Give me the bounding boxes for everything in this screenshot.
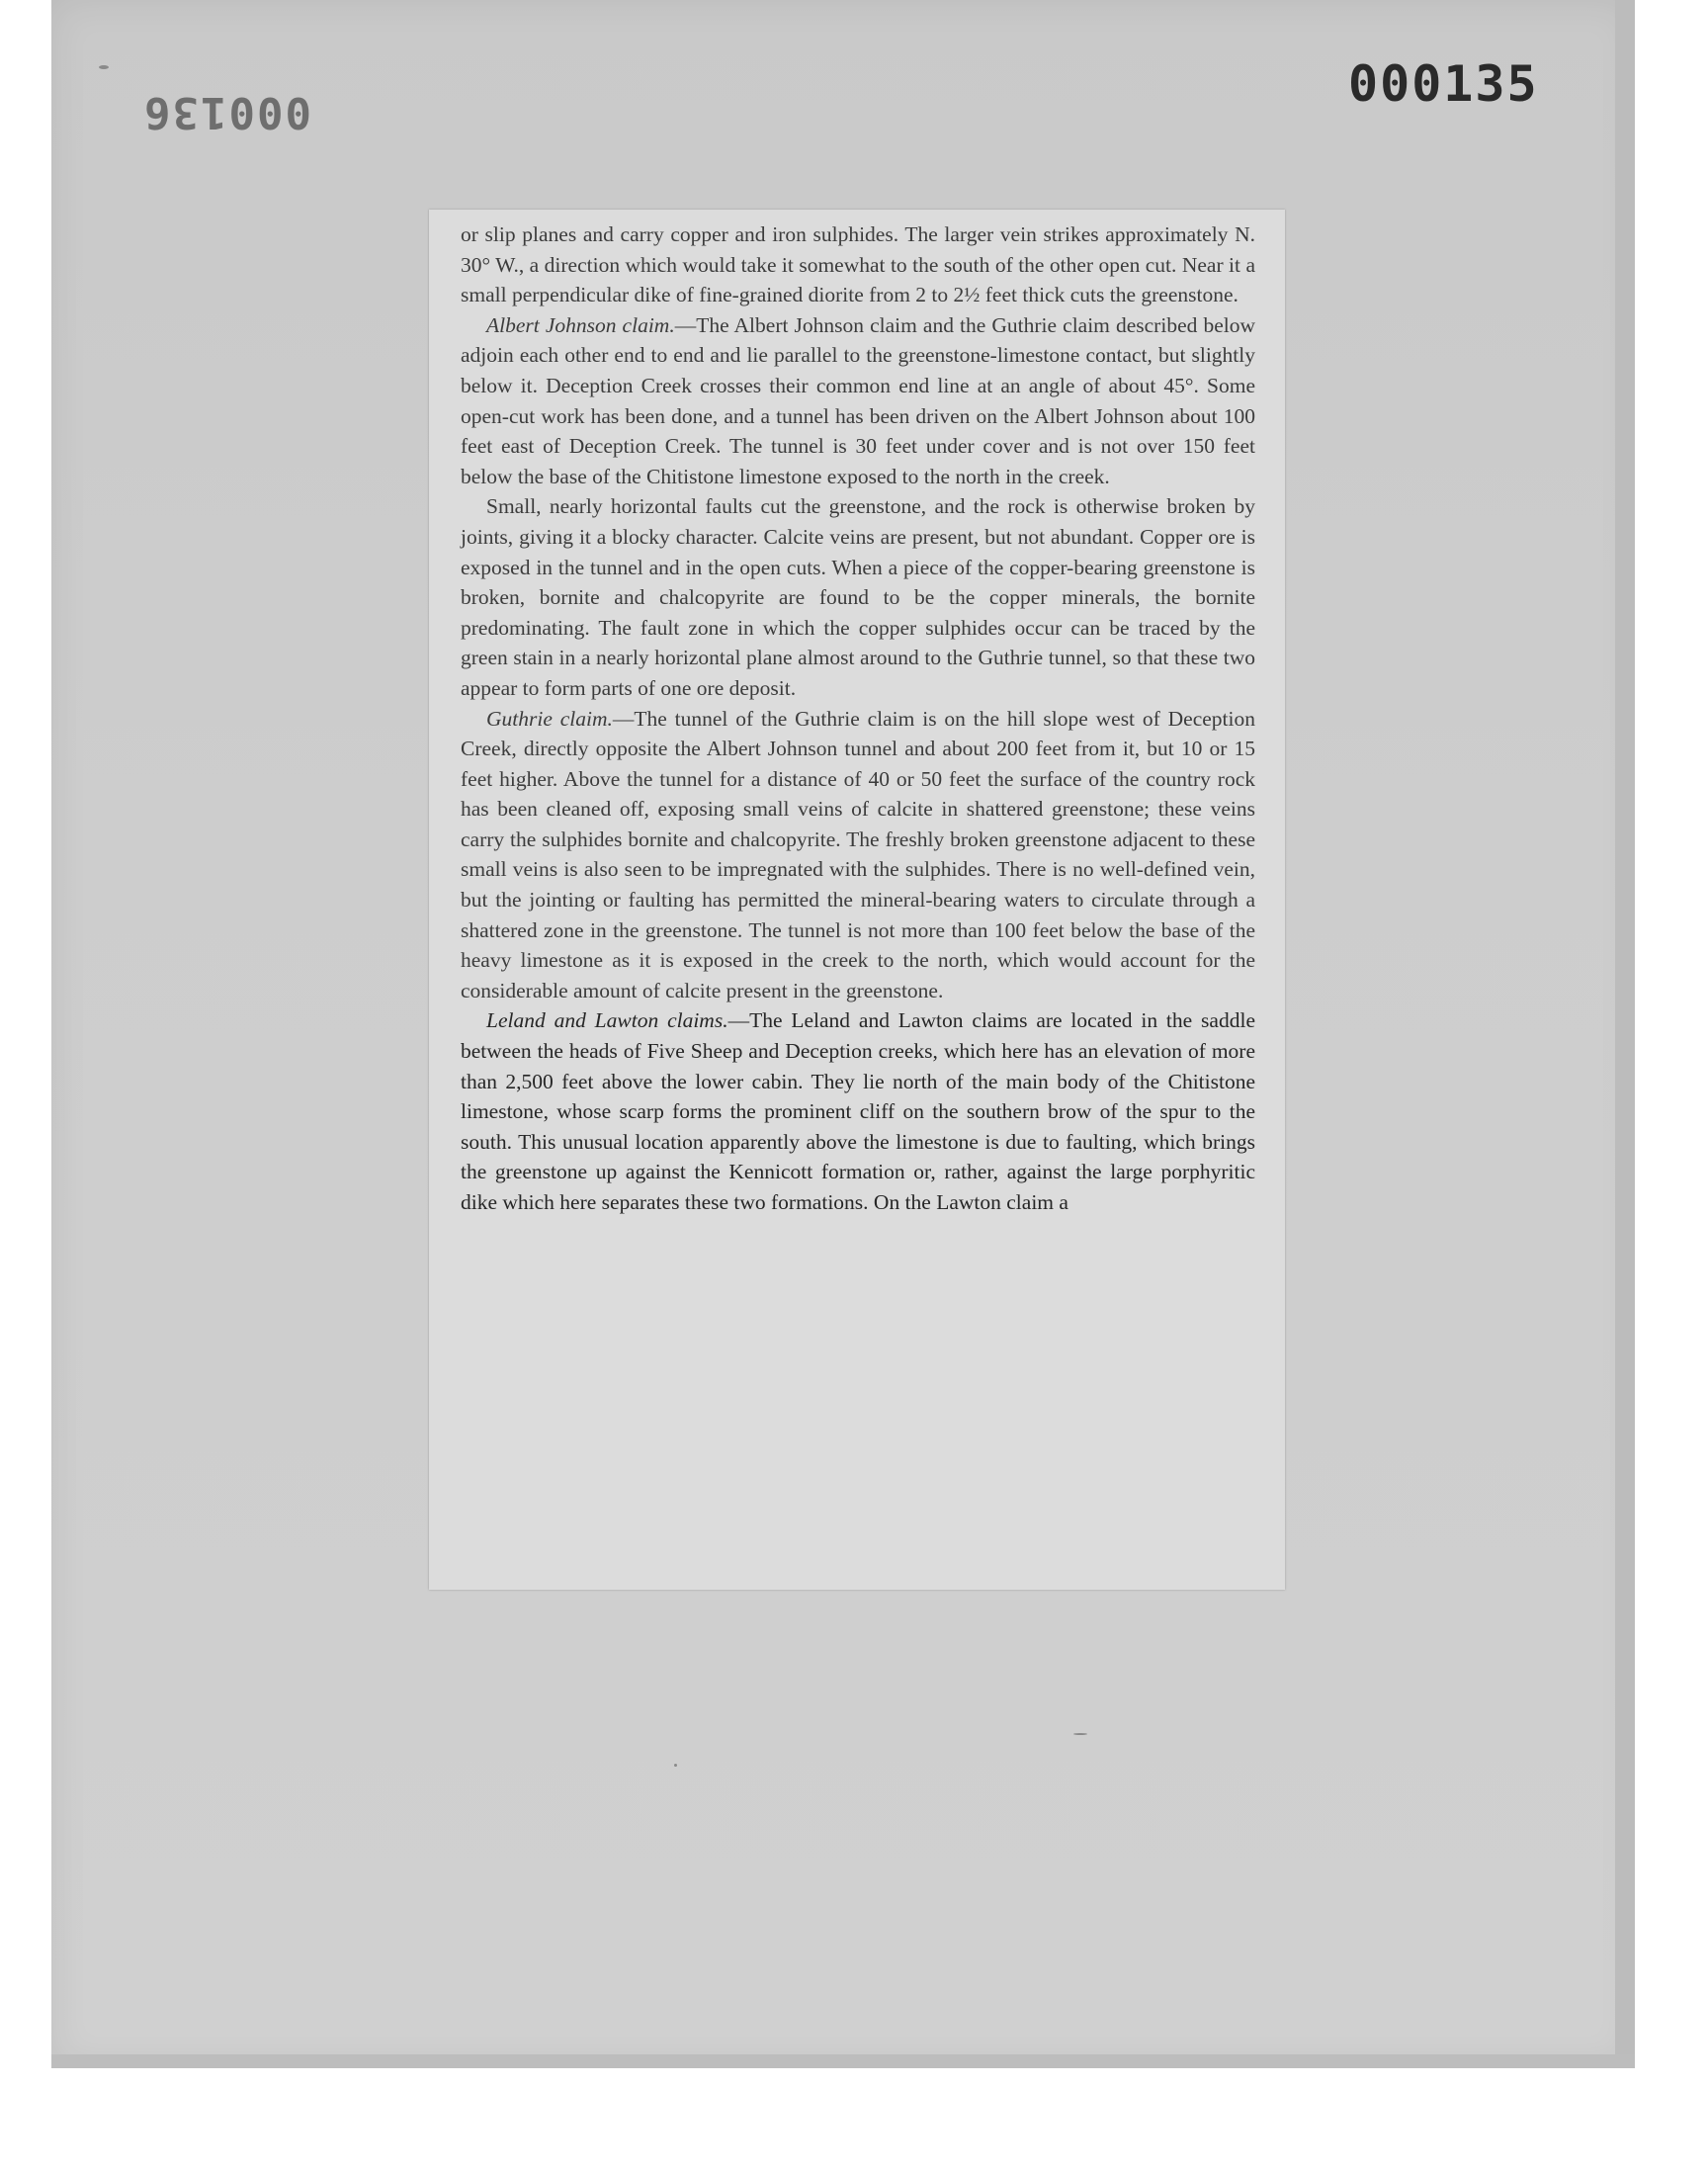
page-number-stamp: 000135 — [1348, 55, 1539, 113]
scan-speck — [1073, 1733, 1087, 1735]
scan-edge-bottom — [51, 2054, 1635, 2068]
paragraph — [461, 1005, 1255, 1217]
clipping-body — [461, 219, 1255, 1218]
mirrored-page-number-stamp: 000136 — [142, 87, 311, 137]
paragraph-text: Small, nearly horizontal faults cut the greenstone, and the rock is otherwise broken by joints, giving it a blocky character. Calcite veins are present, but not abundant. Copper ore is exposed in the tunnel and in the open cuts. When a piece of the copper-bearing greenstone is broken, bornite and chalcopyrite are found to be the copper minerals, the bornite predominating. The fault zone in which the copper sulphides occur can be traced by the green stain in a nearly horizontal plane almost around to the Guthrie tunnel, so that these two appear to form parts of one ore deposit. — [461, 494, 1255, 700]
paragraph-text: —The Albert Johnson claim and the Guthrie claim described below adjoin each other end to end and lie parallel to the greenstone-limestone contact, but slightly below it. Deception Creek crosses their common end line at an angle of about 45°. Some open-cut work has been done, and a tunnel has been driven on the Albert Johnson about 100 feet east of Deception Creek. The tunnel is 30 feet under cover and is not over 150 feet below the base of the Chitistone limestone exposed to the north in the creek. — [461, 312, 1255, 488]
section-heading: Guthrie claim. — [486, 706, 613, 731]
scan-speck — [674, 1764, 677, 1767]
section-heading: Leland and Lawton claims. — [486, 1008, 728, 1033]
scan-speck — [99, 65, 109, 69]
scan-edge-right — [1615, 0, 1635, 2068]
section-heading: Albert Johnson claim. — [486, 312, 675, 337]
paragraph-text: —The tunnel of the Guthrie claim is on the hill slope west of Deception Creek, directly opposite the Albert Johnson tunnel and about 200 feet from it, but 10 or 15 feet higher. Above the tunnel for a distance of 40 or 50 feet the surface of the country rock has been cleaned off, exposing small veins of calcite in shattered greenstone; these veins carry the sulphides bornite and chalcopyrite. The freshly broken greenstone adjacent to these small veins is also seen to be impregnated with the sulphides. There is no well-defined vein, but the jointing or faulting has permitted the mineral-bearing waters to circulate through a shattered zone in the greenstone. The tunnel is not more than 100 feet below the base of the heavy limestone as it is exposed in the creek to the north, which would account for the considerable amount of calcite present in the greenstone. — [461, 706, 1255, 1002]
paragraph — [461, 704, 1255, 1006]
paragraph-text: —The Leland and Lawton claims are located in the saddle between the heads of Five Sheep and Deception creeks, which here has an elevation of more than 2,500 feet above the lower cabin. They lie north of the main body of the Chitistone limestone, whose scarp forms the prominent cliff on the southern brow of the spur to the south. This unusual location apparently above the limestone is due to faulting, which brings the greenstone up against the Kennicott formation or, rather, against the large porphyritic dike which here separates these two formations. On the Lawton claim a — [461, 1008, 1255, 1214]
paragraph-text: or slip planes and carry copper and iron sulphides. The larger vein strikes approximately N. 30° W., a direction which would take it somewhat to the south of the other open cut. Near it a small perpendicular dike of fine-grained diorite from 2 to 2½ feet thick cuts the greenstone. — [461, 222, 1255, 307]
paragraph — [461, 219, 1255, 310]
paragraph — [461, 310, 1255, 492]
paragraph — [461, 491, 1255, 703]
text-clipping — [429, 210, 1285, 1590]
